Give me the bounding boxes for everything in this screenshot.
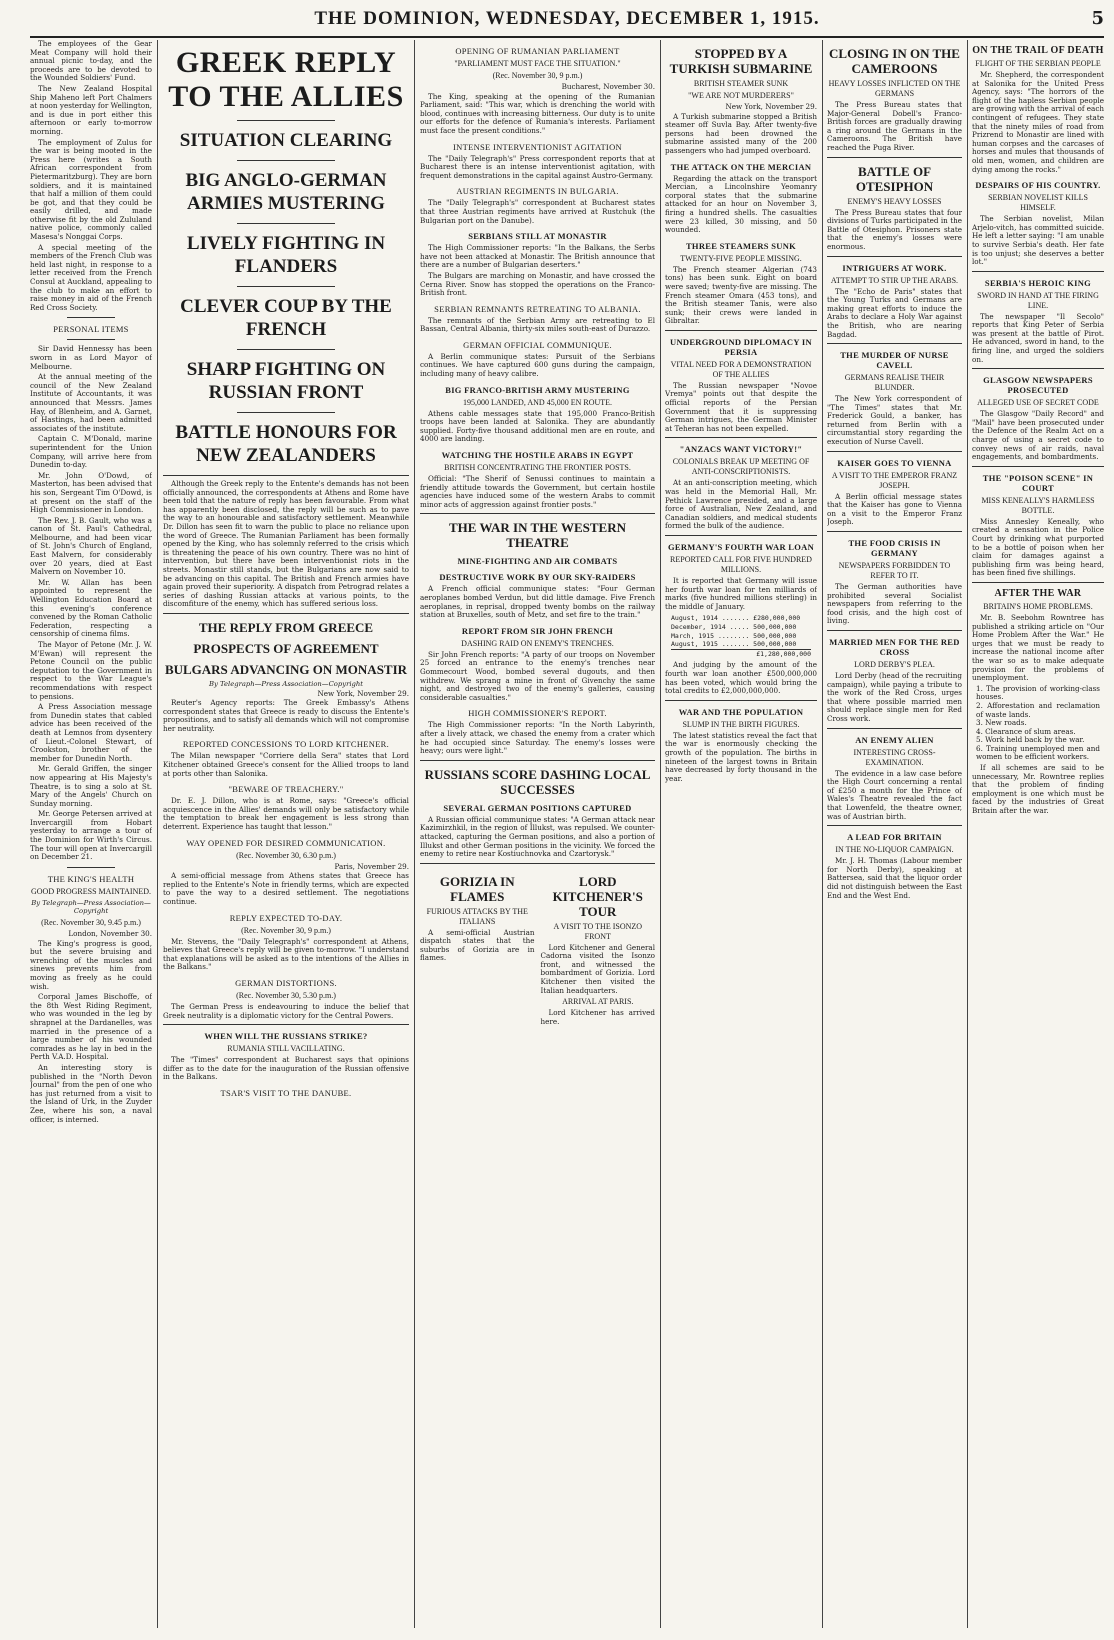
headline: THE ATTACK ON THE MERCIAN bbox=[670, 161, 812, 172]
divider bbox=[972, 466, 1104, 467]
headline: BIG FRANCO-BRITISH ARMY MUSTERING bbox=[445, 384, 630, 395]
paragraph: Lord Kitchener and General Cadorna visited the Isonzo front, and witnessed the bombardment of Gorizia. Lord Kitchener then visited the Italian headquarters. bbox=[540, 942, 655, 995]
headline: KAISER GOES TO VIENNA bbox=[837, 457, 952, 468]
subheadline: BRITISH CONCENTRATING THE FRONTIER POSTS. bbox=[444, 463, 631, 473]
headline: LORD KITCHENER'S TOUR bbox=[552, 873, 643, 919]
headline: HIGH COMMISSIONER'S REPORT. bbox=[468, 708, 607, 719]
headline: UNDERGROUND DIPLOMACY IN PERSIA bbox=[670, 336, 812, 357]
paragraph: Athens cable messages state that 195,000 Franco-British troops have been landed at Salonika. They are abundantly supplied. Forty-five thousand additional men are en route, and 4000 are landing. bbox=[420, 408, 655, 444]
headline: SERBIA'S HEROIC KING bbox=[984, 277, 1092, 288]
paragraph: The "Daily Telegraph's" correspondent at Bucharest states that three Austrian regiments have arrived at Rustchuk (the Bulgarian port on the Danube). bbox=[420, 198, 655, 225]
headline: WAR AND THE POPULATION bbox=[678, 706, 804, 717]
headline: TSAR'S VISIT TO THE DANUBE. bbox=[220, 1087, 352, 1098]
paragraph: Although the Greek reply to the Entente's demands has not been officially announced, the correspondents at Athens and Rome have been told that the nature of reply has been favourable. From what has apparently been disclosed, the reply will be such as to pave the way to an honourable and satisfactory settlement. Meanwhile Dr. Dillon has seen fit to warn the public to place no reliance upon the word of Greece. The Rumanian Parliament has been formally opened by the King, who has solemnly referred to the crisis which is threatening the peace of his own country. There was no hint of intervention, but there have been interventionist riots in the streets. Monastir still stands, but the Bulgarians are now said to be advancing on this capital. The British and French armies have again proved their superiority. A dispatch from Petrograd relates a series of dashing Russian attacks at various points, to the discomfiture of the enemy, which has suffered serious loss. bbox=[163, 479, 409, 609]
subheadline: COLONIALS BREAK UP MEETING OF ANTI-CONSCRIPTIONISTS. bbox=[672, 457, 810, 477]
paragraph: The Rev. J. B. Gault, who was a canon of St. Paul's Cathedral, Melbourne, and had been vicar of St. John's Church of England, East Malvern, for considerably over 20 years, died at East Malvern on November 10. bbox=[30, 515, 152, 577]
paragraph: Regarding the attack on the transport Mercian, a Lincolnshire Yeomanry corporal states that the submarine attacked for an hour on November 3, firing a hundred shells. The casualties were 23 killed, 30 missing, and 50 wounded. bbox=[665, 173, 817, 235]
divider bbox=[972, 582, 1104, 583]
paragraph: A Russian official communique states: "A German attack near Kazimirzhkil, in the region of Illukst, was repulsed. We counter-attacked, capturing the German positions, and also a portion of Illukst and other German positions in the vicinity. We forced the enemy to retire near Kostiuchnovka and Czartorysk." bbox=[420, 814, 655, 859]
dateline: New York, November 29. bbox=[725, 102, 817, 111]
column-rule bbox=[822, 40, 823, 1628]
paragraph: The evidence in a law case before the High Court concerning a rental of £250 a month for the Prince of Wales's Theatre revealed the fact that Lowenfeld, the theatre owner, was of Austrian birth. bbox=[827, 768, 962, 821]
paragraph: A Turkish submarine stopped a British steamer off Suvla Bay. After twenty-five persons had been drowned the submarine assisted many of the 200 passengers who had jumped overboard. bbox=[665, 111, 817, 155]
headline: REPLY EXPECTED TO-DAY. bbox=[229, 912, 343, 923]
paragraph: The Bulgars are marching on Monastir, and have crossed the Cerna River. Snow has stopped the operations on the Franco-British front. bbox=[420, 270, 655, 298]
subheadline: ARRIVAL AT PARIS. bbox=[562, 997, 634, 1007]
headline: GORIZIA IN FLAMES bbox=[439, 873, 515, 904]
war-loan-table bbox=[671, 614, 811, 658]
paragraph: Lord Derby (head of the recruiting campaign), while paying a tribute to the work of the Red Cross, urges that where possible married men should replace single men for Red Cross work. bbox=[827, 671, 962, 723]
paragraph: The Milan newspaper "Corriere della Sera" states that Lord Kitchener obtained Greece's consent for the Allied troops to land at ports other than Salonika. bbox=[163, 751, 409, 778]
divider bbox=[827, 451, 962, 452]
received-date: (Rec. November 30, 9 p.m.) bbox=[492, 71, 583, 80]
headline: AN ENEMY ALIEN bbox=[855, 734, 934, 745]
subheadline: GERMANS REALISE THEIR BLUNDER. bbox=[844, 373, 945, 393]
paragraph: Official: "The Sherif of Senussi continues to maintain a friendly attitude towards the Government, but certain hostile agencies have induced some of the western Arabs to commit minor acts of aggression against frontier posts." bbox=[420, 474, 655, 509]
subheadline: SLUMP IN THE BIRTH FIGURES. bbox=[682, 719, 800, 729]
headline-main: GREEK REPLY TO THE ALLIES bbox=[168, 46, 404, 113]
paragraph: Lord Kitchener has arrived here. bbox=[540, 1008, 655, 1026]
headline: GLASGOW NEWSPAPERS PROSECUTED bbox=[983, 375, 1093, 396]
paragraph: The "Daily Telegraph's" Press correspondent reports that at Bucharest there is an intense interventionist agitation, with frequent demonstrations in the capital against Austro-Germany. bbox=[420, 153, 655, 180]
subheadline: ENEMY'S HEAVY LOSSES bbox=[847, 196, 942, 206]
subheadline: IN THE NO-LIQUOR CAMPAIGN. bbox=[835, 845, 954, 855]
subheadline: FLIGHT OF THE SERBIAN PEOPLE bbox=[975, 59, 1101, 68]
received-date: (Rec. November 30, 9 p.m.) bbox=[241, 925, 331, 935]
table-total: £1,280,000,000 bbox=[671, 649, 811, 659]
subheadline: HEAVY LOSSES INFLICTED ON THE GERMANS bbox=[828, 79, 961, 98]
divider bbox=[67, 339, 116, 340]
paragraph: It is reported that Germany will issue her fourth war loan for ten milliards of marks (five hundred millions sterling) in the middle of January. bbox=[665, 576, 817, 611]
subheadline: BRITISH STEAMER SUNK bbox=[693, 79, 789, 88]
table-row: March, 1915 ........ 500,000,000 bbox=[671, 631, 797, 640]
divider bbox=[827, 256, 962, 257]
paragraph: At an anti-conscription meeting, which was held in the Memorial Hall, Mr. Pethick Lawrence presided, and a large force of Australian, New Zealand, and Canadian soldiers, and medical students formed the bulk of the audience. bbox=[665, 478, 817, 531]
list-item: 5. Work held back by the war. bbox=[976, 735, 1085, 745]
headline: BATTLE OF OTESIPHON bbox=[855, 163, 934, 194]
paragraph: Mr. W. Allan has been appointed to represent the Wellington Education Board at this evening's conference convened by the Roman Catholic Federation, respecting a censorship of cinema films. bbox=[30, 577, 152, 639]
subheadline: DASHING RAID ON ENEMY'S TRENCHES. bbox=[461, 638, 614, 648]
paragraph: A French official communique states: "Four German aeroplanes bombed Verdun, but did little damage. Five French aeroplanes, in reprisal, dropped twenty bombs on the railway station at Bruxelles, south of Metz, and set fire to the train." bbox=[420, 584, 655, 620]
headline: THE MURDER OF NURSE CAVELL bbox=[840, 350, 949, 371]
paragraph: Reuter's Agency reports: The Greek Embassy's Athens correspondent states that Greece is ready to discuss the Entente's propositions, and to satisfy all demands which will not compromise her neutrality. bbox=[163, 698, 409, 733]
gorizia-article bbox=[420, 868, 535, 1029]
byline: By Telegraph—Press Association—Copyright bbox=[31, 898, 151, 916]
headline: DESPAIRS OF HIS COUNTRY. bbox=[975, 180, 1101, 191]
paragraph: The Glasgow "Daily Record" and "Mail" have been prosecuted under the Defence of the Realm Act on a charge of using a secret code to convey news of air raids, naval engagements, and bombardments. bbox=[972, 409, 1104, 462]
subheadline: INTERESTING CROSS-EXAMINATION. bbox=[853, 747, 936, 767]
divider bbox=[237, 412, 335, 413]
headline: THE FOOD CRISIS IN GERMANY bbox=[848, 538, 941, 559]
paragraph: The newspaper "Il Secolo" reports that King Peter of Serbia was present at the battle of Pirot. He advanced, sword in hand, to the firing line, and urged the soldiers on. bbox=[972, 311, 1104, 364]
list-item: 2. Afforestation and reclamation of waste lands. bbox=[976, 700, 1100, 719]
paragraph: Mr. John O'Dowd, of Masterton, has been advised that his son, Sergeant Tim O'Dowd, is at present on the staff of the High Commissioner in London. bbox=[30, 470, 152, 515]
paragraph: The New Zealand Hospital Ship Maheno left Port Chalmers at noon yesterday for Wellington, and is due in port either this afternoon or early to-morrow morning. bbox=[30, 83, 152, 136]
newspaper-title: THE DOMINION, WEDNESDAY, DECEMBER 1, 1915. bbox=[314, 8, 820, 29]
headline: SHARP FIGHTING ON RUSSIAN FRONT bbox=[186, 359, 386, 403]
headline: SITUATION CLEARING bbox=[179, 130, 393, 151]
headline: AUSTRIAN REGIMENTS IN BULGARIA. bbox=[456, 186, 619, 197]
divider bbox=[827, 343, 962, 344]
paragraph: The latest statistics reveal the fact that the war is enormously checking the growth of the population. The births in nineteen of the largest towns in Britain have decreased by forty thousand in the year. bbox=[665, 730, 817, 783]
paragraph: The remnants of the Serbian Army are retreating to El Bassan, Central Albania, thirty-six miles south-east of Durazzo. bbox=[420, 315, 655, 334]
paragraph: The High Commissioner reports: "In the Balkans, the Serbs have not been attacked at Monastir. The British announce that there are a number of Bulgarian deserters." bbox=[420, 243, 655, 270]
divider bbox=[827, 157, 962, 158]
paragraph: The "Times" correspondent at Bucharest says that opinions differ as to the date for the inauguration of the Russian offensive in the Balkans. bbox=[163, 1055, 409, 1082]
subheadline: VITAL NEED FOR A DEMONSTRATION OF THE ALLIES bbox=[670, 359, 812, 379]
headline: MARRIED MEN FOR THE RED CROSS bbox=[829, 637, 960, 657]
paragraph: A semi-official Austrian dispatch states that the suburbs of Gorizia are in flames. bbox=[420, 927, 535, 963]
paragraph: Mr. J. H. Thomas (Labour member for North Derby), speaking at Battersea, said that the liquor order did not distinguish between the East End and the West End. bbox=[827, 856, 962, 900]
headline: REPORTED CONCESSIONS TO LORD KITCHENER. bbox=[182, 739, 390, 750]
headline: WHEN WILL THE RUSSIANS STRIKE? bbox=[204, 1031, 368, 1042]
headline: DESTRUCTIVE WORK BY OUR SKY-RAIDERS bbox=[439, 572, 636, 583]
headline: WATCHING THE HOSTILE ARABS IN EGYPT bbox=[441, 450, 634, 461]
headline: AFTER THE WAR bbox=[994, 587, 1082, 599]
numbered-list bbox=[976, 685, 1100, 762]
headline: MINE-FIGHTING AND AIR COMBATS bbox=[457, 556, 618, 567]
paragraph: Mr. B. Seebohm Rowntree has published a striking article on "Our Home Problem After the War." He urges that we must be ready to increase the national income after the war so as to make adequate provision for the problems of unemployment. bbox=[972, 612, 1104, 683]
list-item: 1. The provision of working-class houses. bbox=[976, 683, 1100, 702]
table-row: December, 1914 ..... 500,000,000 bbox=[671, 622, 797, 631]
list-item: 3. New roads. bbox=[976, 718, 1027, 728]
headline: PROSPECTS OF AGREEMENT bbox=[193, 640, 379, 656]
paragraph: The High Commissioner reports: "In the North Labyrinth, after a lively attack, we chased the enemy from a crater which he had occupied since Saturday. The enemy's losses were heavy; ours were light." bbox=[420, 720, 655, 756]
column-6 bbox=[972, 40, 1104, 1628]
received-date: (Rec. November 30, 6.30 p.m.) bbox=[236, 850, 336, 860]
headline: GERMANY'S FOURTH WAR LOAN bbox=[667, 542, 815, 552]
headline: INTENSE INTERVENTIONIST AGITATION bbox=[453, 141, 622, 152]
column-1 bbox=[30, 40, 152, 1628]
paragraph: The Serbian novelist, Milan Arjelo-vitch, has committed suicide. He left a letter saying: "I am unable to survive Serbia's death. Her fate is too unjust; she deserves a better lot." bbox=[972, 214, 1104, 267]
headline: SEVERAL GERMAN POSITIONS CAPTURED bbox=[443, 802, 632, 813]
paragraph: Corporal James Bischoffe, of the 8th West Riding Regiment, who was wounded in the leg by shrapnel at the Dardanelles, was married in the presence of a large number of his wounded comrades as he lay in bed in the Perth V.A.D. Hospital. bbox=[30, 992, 152, 1062]
paragraph: At the annual meeting of the council of the New Zealand Institute of Accountants, it was announced that Messrs. James Hay, of Blenheim, and A. Garnet, of Hastings, had been admitted associates of the institute. bbox=[30, 372, 152, 433]
paragraph: The French steamer Algerian (743 tons) has been sunk. Eight on board were saved; twenty-five are missing. The French steamer Omara (453 tons), and the British steamer Tanis, were also sunk; their crews were landed in Gibraltar. bbox=[665, 264, 817, 326]
headline: GERMAN DISTORTIONS. bbox=[235, 977, 337, 988]
subheadline: RUMANIA STILL VACILLATING. bbox=[227, 1044, 345, 1054]
divider bbox=[827, 825, 962, 826]
headline: THE REPLY FROM GREECE bbox=[198, 619, 374, 635]
paragraph: The Mayor of Petone (Mr. J. W. M'Ewan) will represent the Petone Council on the public deputation to the Government in respect to the War League's recommendations with respect to pensions. bbox=[30, 640, 152, 701]
divider bbox=[665, 437, 817, 438]
headline: PERSONAL ITEMS bbox=[53, 324, 129, 335]
bottom-split bbox=[420, 868, 655, 1029]
divider bbox=[972, 271, 1104, 272]
divider bbox=[67, 867, 116, 868]
headline: OPENING OF RUMANIAN PARLIAMENT bbox=[455, 46, 620, 56]
headline: BULGARS ADVANCING ON MONASTIR bbox=[164, 661, 408, 677]
paragraph: Mr. George Petersen arrived at Invercargill from Hobart yesterday to arrange a tour of the Dominion for Wirth's Circus. The tour will open at Invercargill on December 21. bbox=[30, 809, 152, 862]
paragraph: Dr. E. J. Dillon, who is at Rome, says: "Greece's official acquiescence in the Allies' demands will only be satisfactory while the temptation to break her engagement is less strong than deterrent. Experience has taught that lesson." bbox=[163, 796, 409, 832]
column-rule bbox=[967, 40, 968, 1628]
subheadline: REPORTED CALL FOR FIVE HUNDRED MILLIONS. bbox=[670, 555, 812, 574]
headline: REPORT FROM SIR JOHN FRENCH bbox=[461, 625, 614, 636]
subheadline: SERBIAN NOVELIST KILLS HIMSELF. bbox=[988, 193, 1088, 213]
divider bbox=[420, 513, 655, 514]
dateline: New York, November 29. bbox=[317, 688, 409, 698]
headline: THE WAR IN THE WESTERN THEATRE bbox=[448, 520, 626, 551]
column-3 bbox=[420, 40, 655, 1628]
headline: SERBIAN REMNANTS RETREATING TO ALBANIA. bbox=[434, 303, 641, 314]
received-date: (Rec. November 30, 9.45 p.m.) bbox=[41, 918, 141, 928]
headline: "ANZACS WANT VICTORY!" bbox=[679, 444, 803, 455]
paragraph: Captain C. M'Donald, marine superintendent for the Union Company, will arrive here from Dunedin to-day. bbox=[30, 434, 152, 470]
divider bbox=[237, 223, 335, 224]
received-date: (Rec. November 30, 5.30 p.m.) bbox=[236, 990, 336, 1000]
paragraph: The Press Bureau states that Major-General Dobell's Franco-British forces are gradually drawing a ring around the Germans in the Cameroons. The British have reached the Puga River. bbox=[827, 100, 962, 152]
subheadline: SWORD IN HAND AT THE FIRING LINE. bbox=[977, 290, 1099, 310]
table-row: August, 1915 ....... 500,000,000 bbox=[671, 640, 797, 649]
column-4 bbox=[665, 40, 817, 1628]
subheadline: 195,000 LANDED, AND 45,000 EN ROUTE. bbox=[462, 397, 613, 407]
headline: GERMAN OFFICIAL COMMUNIQUE. bbox=[463, 339, 612, 350]
headline: "BEWARE OF TREACHERY." bbox=[228, 784, 344, 795]
divider bbox=[163, 613, 409, 614]
divider bbox=[163, 1024, 409, 1025]
paragraph: A Press Association message from Dunedin states that cabled advice has been received of the death at Lemnos from dysentery of Lieut.-Colonel Stewart, of Crookston, brother of the member for Dunedin North. bbox=[30, 702, 152, 763]
divider bbox=[237, 160, 335, 161]
column-rule bbox=[660, 40, 661, 1628]
page-number: 5 bbox=[1091, 8, 1104, 29]
column-rule bbox=[414, 40, 415, 1628]
headline: LIVELY FIGHTING IN FLANDERS bbox=[186, 233, 386, 277]
headline: A LEAD FOR BRITAIN bbox=[847, 832, 942, 843]
divider bbox=[665, 700, 817, 701]
kitchener-tour-article bbox=[541, 868, 656, 1029]
subheadline: ALLEGED USE OF SECRET CODE bbox=[977, 398, 1099, 408]
subheadline: GOOD PROGRESS MAINTAINED. bbox=[30, 886, 152, 896]
paragraph: Sir David Hennessy has been sworn in as Lord Mayor of Melbourne. bbox=[30, 344, 152, 371]
divider bbox=[420, 863, 655, 864]
paragraph: The German Press is endeavouring to induce the belief that Greek neutrality is a diplomatic victory for the Central Powers. bbox=[163, 1001, 409, 1020]
headline: THE KING'S HEALTH bbox=[47, 873, 135, 884]
subheadline: BRITAIN'S HOME PROBLEMS. bbox=[983, 601, 1093, 611]
paragraph: Sir John French reports: "A party of our troops on November 25 forced an entrance to the enemy's trenches near Gommecourt Wood, bombed several dugouts, and then withdrew. We sprang a mine in front of Givenchy the same night, and destroyed two of the enemy's galleries, causing considerable casualties." bbox=[420, 649, 655, 702]
headline: CLOSING IN ON THE CAMEROONS bbox=[829, 46, 960, 76]
paragraph: An interesting story is published in the "North Devon Journal" from the pen of one who has just returned from a visit to the Island of Urk, in the Zuyder Zee, where his son, a naval officer, is interned. bbox=[30, 1062, 152, 1124]
headline: BIG ANGLO-GERMAN ARMIES MUSTERING bbox=[185, 170, 387, 214]
paragraph: Mr. Shepherd, the correspondent at Salonika for the United Press Agency, says: "The horrors of the flight of the hapless Serbian people are growing with the arrival of each contingent of refugees. They state that the ninety miles of road from Prizrend to Monastir are lined with human corpses and the carcases of horses and mules that thousands of old men, women, and children are dying among the rocks." bbox=[972, 70, 1104, 174]
divider bbox=[237, 349, 335, 350]
paragraph: A special meeting of the members of the French Club was held last night, in response to a letter received from the French Consul at Auckland, appealing to the club to make an effort to raise money in aid of the French Red Cross Society. bbox=[30, 242, 152, 312]
column-2 bbox=[163, 40, 409, 1628]
subheadline: A VISIT TO THE ISONZO FRONT bbox=[553, 921, 643, 941]
divider bbox=[665, 330, 817, 331]
paragraph: Mr. Gerald Griffen, the singer now appearing at His Majesty's Theatre, is to sing a solo at St. Mary of the Angels' Church on Sunday morning. bbox=[30, 764, 152, 808]
headline: CLEVER COUP BY THE FRENCH bbox=[180, 296, 392, 340]
headline: STOPPED BY A TURKISH SUBMARINE bbox=[669, 46, 813, 76]
dateline: Paris, November 29. bbox=[334, 861, 409, 871]
paragraph: The employment of Zulus for the war is being mooted in the Press here (writes a South African correspondent from Pietermaritzburg). They are born soldiers, and it is maintained that half a million of them could be got, and that they could be easily drilled, and made otherwise fit by the old Zululand native police, commonly called Masesa's Nonggai Corps. bbox=[30, 137, 152, 242]
byline: By Telegraph—Press Association—Copyright bbox=[209, 679, 363, 688]
divider bbox=[827, 531, 962, 532]
divider bbox=[67, 317, 116, 318]
dateline: Bucharest, November 30. bbox=[561, 82, 655, 91]
divider bbox=[972, 368, 1104, 369]
paragraph: The Press Bureau states that four divisions of Turks participated in the Battle of Otesiphon. Prisoners state that the enemy's losses were enormous. bbox=[827, 207, 962, 251]
table-row: August, 1914 ....... £280,000,000 bbox=[671, 614, 801, 623]
paragraph: The "Echo de Paris" states that the Young Turks and Germans are making great efforts to induce the Arabs to declare a Holy War against the British, who are nearing Bagdad. bbox=[827, 286, 962, 339]
paragraph: Mr. Stevens, the "Daily Telegraph's" correspondent at Athens, believes that Greece's reply will be given to-morrow. "I understand that explanations will be asked as to the intentions of the Allies in the Balkans." bbox=[163, 936, 409, 972]
subheadline: "PARLIAMENT MUST FACE THE SITUATION." bbox=[454, 59, 621, 68]
divider bbox=[163, 475, 409, 476]
paragraph: Miss Annesley Keneally, who created a sensation in the Police Court by drinking what purported to be a bottle of poison when her claim for damages against a publishing firm was being heard, has been fined five shillings. bbox=[972, 516, 1104, 578]
column-5 bbox=[827, 40, 962, 1628]
headline: WAY OPENED FOR DESIRED COMMUNICATION. bbox=[186, 837, 386, 848]
subheadline: NEWSPAPERS FORBIDDEN TO REFER TO IT. bbox=[838, 561, 951, 581]
headline: THE "POISON SCENE" IN COURT bbox=[982, 472, 1094, 493]
list-item: 4. Clearance of slum areas. bbox=[976, 726, 1076, 736]
subheadline: MISS KENEALLY'S HARMLESS BOTTLE. bbox=[981, 495, 1095, 515]
paragraph: And judging by the amount of the fourth war loan another £500,000,000 has been voted, which would bring the total credits to £2,000,000,000. bbox=[665, 660, 817, 696]
dateline: London, November 30. bbox=[68, 929, 152, 939]
paragraph: The German authorities have prohibited several Socialist newspapers from referring to the food crisis, and the high cost of living. bbox=[827, 582, 962, 626]
subheadline: TWENTY-FIVE PEOPLE MISSING. bbox=[680, 253, 802, 263]
paragraph: The King, speaking at the opening of the Rumanian Parliament, said: "This war, which is drenching the world with blood, continues with increasing bitterness. Our duty is to unite our efforts for the defence of Rumania's interests. Parliament must face the present conditions." bbox=[420, 91, 655, 135]
paragraph: The employees of the Gear Meat Company will hold their annual picnic to-day, and the proceeds are to be devoted to the Wounded Soldiers' Fund. bbox=[30, 40, 152, 83]
paragraph: The Russian newspaper "Novoe Vremya" points out that despite the official reports of the Persian Government that it is suppressing German intrigues, the German Minister at Teheran has not been expelled. bbox=[665, 380, 817, 433]
subheadline: A VISIT TO THE EMPEROR FRANZ JOSEPH. bbox=[831, 470, 958, 490]
subheadline: ATTEMPT TO STIR UP THE ARABS. bbox=[830, 275, 959, 285]
headline: SERBIANS STILL AT MONASTIR bbox=[468, 231, 607, 242]
column-rule bbox=[157, 40, 158, 1628]
paragraph: A Berlin communique states: Pursuit of the Serbians continues. We have captured 600 guns during the campaign, including many of heavy calibre. bbox=[420, 351, 655, 379]
divider bbox=[827, 728, 962, 729]
divider bbox=[665, 535, 817, 536]
subheadline: FURIOUS ATTACKS BY THE ITALIANS bbox=[426, 906, 528, 926]
subheadline: "WE ARE NOT MURDERERS" bbox=[688, 91, 794, 100]
divider bbox=[827, 630, 962, 631]
headline: BATTLE HONOURS FOR NEW ZEALANDERS bbox=[175, 422, 397, 466]
divider bbox=[237, 120, 335, 121]
headline: ON THE TRAIL OF DEATH bbox=[972, 45, 1104, 56]
paragraph: A Berlin official message states that the Kaiser has gone to Vienna on a visit to the Emperor Franz Joseph. bbox=[827, 491, 962, 527]
masthead bbox=[30, 6, 1104, 38]
paragraph: The New York correspondent of "The Times" states that Mr. Frederick Gould, a banker, has returned from Berlin with a circumstantial story regarding the execution of Nurse Cavell. bbox=[827, 394, 962, 447]
subheadline: LORD DERBY'S PLEA. bbox=[854, 660, 935, 669]
headline: THREE STEAMERS SUNK bbox=[685, 240, 797, 251]
headline: RUSSIANS SCORE DASHING LOCAL SUCCESSES bbox=[424, 766, 651, 797]
divider bbox=[237, 286, 335, 287]
divider bbox=[420, 760, 655, 761]
paragraph: A semi-official message from Athens states that Greece has replied to the Entente's Note in friendly terms, which are expected to pave the way to a desired settlement. The negotiations continue. bbox=[163, 871, 409, 906]
headline: INTRIGUERS AT WORK. bbox=[842, 262, 947, 273]
paragraph: If all schemes are said to be unnecessary, Mr. Rowntree replies that the problem of finding employment is one which must be faced by the industries of Great Britain after the war. bbox=[972, 763, 1104, 816]
list-item: 6. Training unemployed men and women to be efficient workers. bbox=[976, 743, 1100, 762]
paragraph: The King's progress is good, but the severe bruising and wrenching of the muscles and sinews prevents him from moving as freely as he could wish. bbox=[30, 938, 152, 991]
